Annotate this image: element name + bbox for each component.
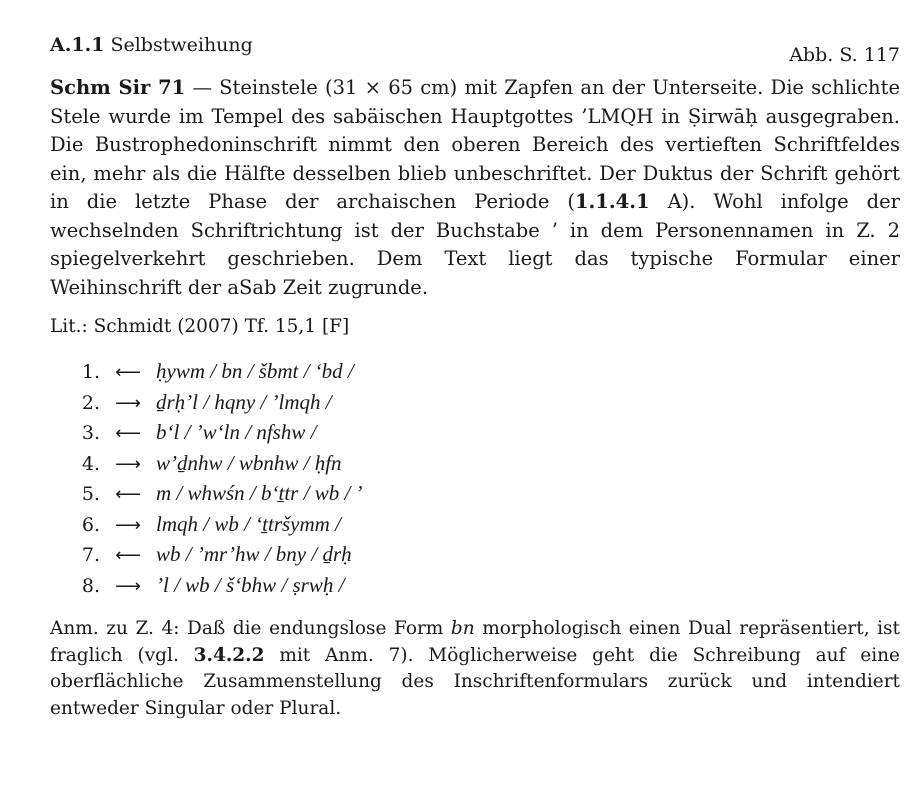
direction-arrow-icon: ⟵ <box>115 423 141 444</box>
note-cross-reference: 3.4.2.2 <box>193 644 265 666</box>
direction-arrow-icon: ⟶ <box>115 575 141 597</box>
line-text: wb / ’mr’hw / bny / ḏrḥ <box>156 542 352 566</box>
inscription-line <box>78 448 900 479</box>
line-number: 6. <box>81 513 100 536</box>
siglum-dash: — <box>185 76 220 99</box>
note-text-3: mit Anm. 7). Möglicherweise geht die Schreibung auf eine oberflächliche Zusammenstellung des Inschriftenformulars zurück und intendiert entweder Singular oder Plural. <box>50 644 900 719</box>
section-heading <box>50 34 253 56</box>
cross-reference: 1.1.4.1 <box>574 190 650 213</box>
direction-arrow-icon: ⟵ <box>115 362 141 383</box>
annotation-note <box>50 616 900 722</box>
line-text: ’l / wb / š‘bhw / ṣrwḥ / <box>156 572 345 597</box>
direction-arrow-icon: ⟵ <box>115 484 141 505</box>
literature-reference: Lit.: Schmidt (2007) Tf. 15,1 [F] <box>50 316 350 337</box>
line-text: ḥywm / bn / šbmt / ‘bd / <box>156 359 354 383</box>
intro-text-1: Steinstele (31 × 65 cm) mit Zapfen an der Unterseite. Die schlichte Stele wurde im Tempel des sabäischen Hauptgottes ’LMQH in Ṣirwāḥ ausgegraben. Die Bustrophedoninschrift nimmt den oberen Bereich des vertieften Schriftfeldes ein, mehr als die Hälfte desselben blieb unbeschriftet. Der Duktus der Schrift gehört in die letzte Phase der archaischen Periode ( <box>50 76 900 213</box>
line-number: 1. <box>81 361 100 383</box>
line-text: m / whwśn / b‘ṯtr / wb / ’ <box>156 481 363 505</box>
line-text: w’ḏnhw / wbnhw / ḥfn <box>156 450 342 475</box>
section-header <box>50 30 900 64</box>
line-number: 4. <box>81 452 100 475</box>
inscription-line <box>78 539 900 570</box>
line-number: 5. <box>81 483 100 505</box>
inscription-line <box>78 356 900 387</box>
section-title: Selbstweihung <box>110 34 253 56</box>
line-number: 3. <box>81 422 100 444</box>
inscription-line <box>78 417 900 448</box>
intro-text-2: A). Wohl infolge der wechselnden Schriftrichtung ist der Buchstabe ’ in dem Personennamen in Z. 2 spiegelverkehrt geschrieben. Dem Text liegt das typische Formular einer Weihinschrift der aSab Zeit zugrunde. <box>50 190 901 299</box>
page <box>50 30 900 722</box>
line-text: b‘l / ’w‘ln / nfshw / <box>156 420 317 444</box>
inscription-lines <box>78 356 900 600</box>
direction-arrow-icon: ⟵ <box>115 545 141 566</box>
note-form: bn <box>450 618 475 639</box>
direction-arrow-icon: ⟶ <box>115 453 141 475</box>
line-text: lmqh / wb / ‘ṯtršymm / <box>156 511 341 536</box>
section-number: A.1.1 <box>50 34 105 56</box>
note-text-1: Anm. zu Z. 4: Daß die endungslose Form <box>50 618 451 639</box>
siglum: Schm Sir 71 <box>50 76 186 99</box>
inscription-line <box>78 509 900 540</box>
inscription-line <box>78 478 900 509</box>
inscription-line <box>78 570 900 601</box>
direction-arrow-icon: ⟶ <box>115 514 141 536</box>
inscription-line <box>78 387 900 418</box>
note-text-2: morphologisch einen Dual repräsentiert, ist fraglich (vgl. <box>50 618 900 666</box>
line-number: 2. <box>81 391 100 414</box>
intro-paragraph <box>50 74 900 302</box>
direction-arrow-icon: ⟶ <box>115 392 141 414</box>
line-text: ḏrḥ’l / hqny / ’lmqh / <box>156 389 332 414</box>
line-number: 8. <box>81 574 100 597</box>
figure-reference: Abb. S. 117 <box>789 44 900 66</box>
line-number: 7. <box>81 544 100 566</box>
